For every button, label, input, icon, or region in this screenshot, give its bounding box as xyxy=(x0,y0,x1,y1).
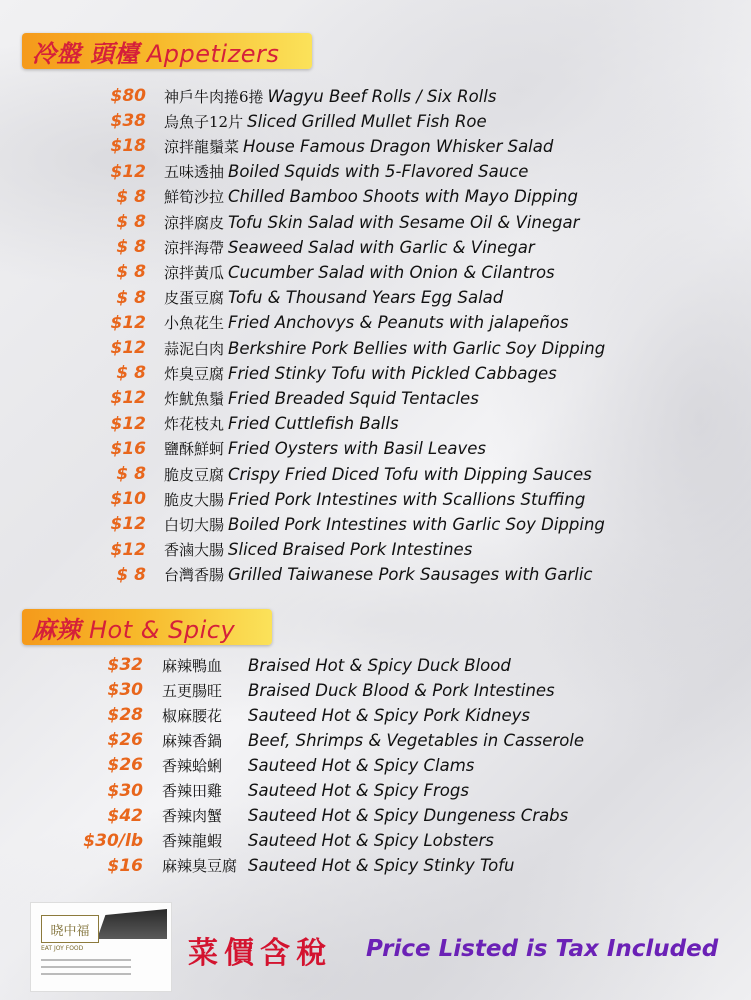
menu-item-name-en: Tofu Skin Salad with Sesame Oil & Vinegar xyxy=(228,212,580,232)
menu-item-price: $ 8 xyxy=(116,363,146,384)
menu-item xyxy=(0,109,487,133)
menu-item-price: $10 xyxy=(110,489,146,510)
menu-item-price: $16 xyxy=(107,855,143,876)
menu-item-price: $30 xyxy=(107,680,143,701)
menu-item xyxy=(0,84,496,108)
menu-item-name-zh: 涼拌龍鬚菜 xyxy=(164,137,240,156)
menu-item xyxy=(0,487,585,511)
menu-item-name-en: Fried Oysters with Basil Leaves xyxy=(228,439,486,459)
menu-item-price: $16 xyxy=(110,438,146,459)
menu-item-price: $30/lb xyxy=(83,830,143,851)
menu-item-name-zh: 蒜泥白肉 xyxy=(164,339,225,358)
menu-item xyxy=(0,829,494,853)
menu-item-price: $12 xyxy=(110,539,146,560)
menu-item-name-zh: 鹽酥鮮蚵 xyxy=(164,440,225,459)
menu-item xyxy=(0,462,592,486)
appetizers-banner xyxy=(22,33,312,69)
menu-item-price: $12 xyxy=(110,312,146,333)
menu-item-name-en: Chilled Bamboo Shoots with Mayo Dipping xyxy=(228,187,578,207)
menu-item-name-zh: 麻辣臭豆腐 xyxy=(162,857,238,876)
hot-spicy-banner xyxy=(22,609,272,645)
menu-item-name-en: Beef, Shrimps & Vegetables in Casserole xyxy=(248,730,585,750)
menu-item xyxy=(0,386,479,410)
menu-item-name-en: Berkshire Pork Bellies with Garlic Soy Dipping xyxy=(228,338,606,358)
menu-item xyxy=(0,563,592,587)
menu-item-name-en: Tofu & Thousand Years Egg Salad xyxy=(228,288,504,308)
menu-item-name-en: House Famous Dragon Whisker Salad xyxy=(243,136,554,156)
menu-item-price: $ 8 xyxy=(116,262,146,283)
menu-item xyxy=(0,160,528,184)
menu-item-name-zh: 烏魚子12片 xyxy=(164,112,244,131)
menu-item-name-en: Cucumber Salad with Onion & Cilantros xyxy=(228,262,555,282)
menu-item-name-en: Fried Anchovys & Peanuts with jalapeños xyxy=(228,313,569,333)
menu-item-name-zh: 神戶牛肉捲6捲 xyxy=(164,87,264,106)
menu-item-name-zh: 椒麻腰花 xyxy=(162,706,223,725)
menu-item xyxy=(0,753,474,777)
menu-item xyxy=(0,854,514,878)
menu-item-name-zh: 脆皮豆腐 xyxy=(164,465,225,484)
menu-item-name-en: Sliced Braised Pork Intestines xyxy=(228,540,473,560)
hot-spicy-heading-en: Hot & Spicy xyxy=(89,615,236,644)
menu-item-name-zh: 香辣肉蟹 xyxy=(162,807,223,826)
menu-item-price: $ 8 xyxy=(116,287,146,308)
menu-item xyxy=(0,412,399,436)
menu-item xyxy=(0,286,503,310)
menu-item-name-en: Fried Pork Intestines with Scallions Stuffing xyxy=(228,489,586,509)
menu-item xyxy=(0,185,578,209)
menu-item xyxy=(0,653,511,677)
menu-item-name-en: Boiled Pork Intestines with Garlic Soy Dipping xyxy=(228,514,605,534)
appetizers-heading-en: Appetizers xyxy=(146,39,280,68)
menu-item xyxy=(0,361,557,385)
menu-item-name-en: Sliced Grilled Mullet Fish Roe xyxy=(247,111,487,131)
menu-item-name-zh: 涼拌海帶 xyxy=(164,238,225,257)
menu-item-price: $12 xyxy=(110,338,146,358)
menu-item-name-zh: 鮮筍沙拉 xyxy=(164,188,225,207)
menu-item-name-en: Sauteed Hot & Spicy Lobsters xyxy=(248,831,494,851)
appetizers-heading-zh: 冷盤 頭檯 xyxy=(32,38,139,68)
restaurant-logo xyxy=(30,902,172,992)
menu-item-price: $ 8 xyxy=(116,212,146,232)
menu-item-name-zh: 皮蛋豆腐 xyxy=(164,289,225,308)
menu-item-price: $12 xyxy=(110,161,146,182)
menu-item-price: $38 xyxy=(110,111,146,132)
logo-mark: 晓中福 xyxy=(41,915,99,943)
menu-item-price: $12 xyxy=(110,388,146,409)
menu-item xyxy=(0,336,605,360)
menu-item-price: $26 xyxy=(107,755,143,776)
menu-item-name-zh: 脆皮大腸 xyxy=(164,490,225,509)
menu-item-price: $12 xyxy=(110,413,146,434)
menu-item-name-zh: 涼拌黃瓜 xyxy=(164,263,225,282)
hot-spicy-heading-zh: 麻辣 xyxy=(32,614,81,644)
menu-item-price: $80 xyxy=(110,86,146,106)
menu-item-name-en: Sauteed Hot & Spicy Frogs xyxy=(248,781,469,800)
menu-item-price: $30 xyxy=(107,780,143,801)
menu-item-name-zh: 炸臭豆腐 xyxy=(164,364,225,383)
roof-graphic xyxy=(97,909,167,939)
menu-item xyxy=(0,512,605,536)
menu-item-price: $28 xyxy=(107,705,143,726)
menu-item-name-zh: 台灣香腸 xyxy=(164,566,225,585)
menu-item xyxy=(0,804,568,828)
menu-item-name-zh: 小魚花生 xyxy=(164,314,225,333)
menu-item-price: $ 8 xyxy=(116,237,146,258)
menu-item-name-zh: 香辣田雞 xyxy=(162,782,223,800)
menu-item-name-en: Fried Cuttlefish Balls xyxy=(228,414,399,434)
menu-item-name-en: Crispy Fried Diced Tofu with Dipping Sauces xyxy=(228,464,592,484)
menu-item-name-zh: 炸花枝丸 xyxy=(164,415,225,434)
menu-item-price: $26 xyxy=(107,730,143,751)
menu-item-name-en: Braised Hot & Spicy Duck Blood xyxy=(248,655,511,675)
menu-item-name-en: Sauteed Hot & Spicy Stinky Tofu xyxy=(248,856,515,876)
menu-item-name-zh: 白切大腸 xyxy=(164,515,225,534)
menu-item-price: $ 8 xyxy=(116,186,146,207)
menu-item xyxy=(0,134,553,158)
menu-item-name-en: Sauteed Hot & Spicy Clams xyxy=(248,755,475,775)
menu-item xyxy=(0,703,530,727)
menu-item-name-zh: 麻辣鴨血 xyxy=(162,656,223,675)
logo-subtitle: EAT JOY FOOD xyxy=(41,945,84,952)
hot-spicy-heading xyxy=(32,610,235,645)
menu-item xyxy=(0,235,535,259)
menu-item xyxy=(0,779,469,803)
menu-item xyxy=(0,437,486,461)
menu-item-name-zh: 香辣蛤蜊 xyxy=(162,756,223,775)
menu-item xyxy=(0,210,579,234)
menu-item xyxy=(0,678,555,702)
menu-item-name-zh: 涼拌腐皮 xyxy=(164,213,225,232)
tax-note-zh: 菜價含稅 xyxy=(188,936,332,971)
menu-item-name-zh: 麻辣香鍋 xyxy=(162,731,223,750)
menu-item-price: $ 8 xyxy=(116,564,146,585)
menu-item-name-en: Sauteed Hot & Spicy Pork Kidneys xyxy=(248,705,530,725)
menu-item xyxy=(0,311,568,335)
menu-item xyxy=(0,260,555,284)
menu-item-name-en: Fried Stinky Tofu with Pickled Cabbages xyxy=(228,363,557,383)
menu-item-name-zh: 炸魷魚鬚 xyxy=(164,389,225,408)
menu-item-name-en: Grilled Taiwanese Pork Sausages with Garlic xyxy=(228,565,593,585)
tax-note-en: Price Listed is Tax Included xyxy=(366,936,719,962)
menu-item-name-zh: 五味透抽 xyxy=(164,163,225,182)
appetizers-heading xyxy=(32,34,279,69)
menu-item-name-zh: 香辣龍蝦 xyxy=(162,832,223,851)
menu-item-name-en: Seaweed Salad with Garlic & Vinegar xyxy=(228,237,535,257)
menu-item xyxy=(0,728,584,752)
menu-item-name-en: Fried Breaded Squid Tentacles xyxy=(228,388,479,408)
menu-item-price: $ 8 xyxy=(116,464,146,484)
logo-address-lines xyxy=(41,959,131,980)
menu-item-price: $12 xyxy=(110,514,146,535)
menu-item-name-en: Braised Duck Blood & Pork Intestines xyxy=(248,680,555,700)
menu-item-price: $32 xyxy=(107,655,143,675)
menu-item-price: $18 xyxy=(110,136,146,157)
menu-item-price: $42 xyxy=(107,805,143,826)
menu-item-name-zh: 香滷大腸 xyxy=(164,541,225,560)
menu-item-name-zh: 五更腸旺 xyxy=(162,681,223,700)
menu-item-name-en: Sauteed Hot & Spicy Dungeness Crabs xyxy=(248,806,569,826)
menu-item xyxy=(0,538,472,562)
menu-item-name-en: Boiled Squids with 5-Flavored Sauce xyxy=(228,162,529,182)
menu-item-name-en: Wagyu Beef Rolls / Six Rolls xyxy=(267,86,497,106)
